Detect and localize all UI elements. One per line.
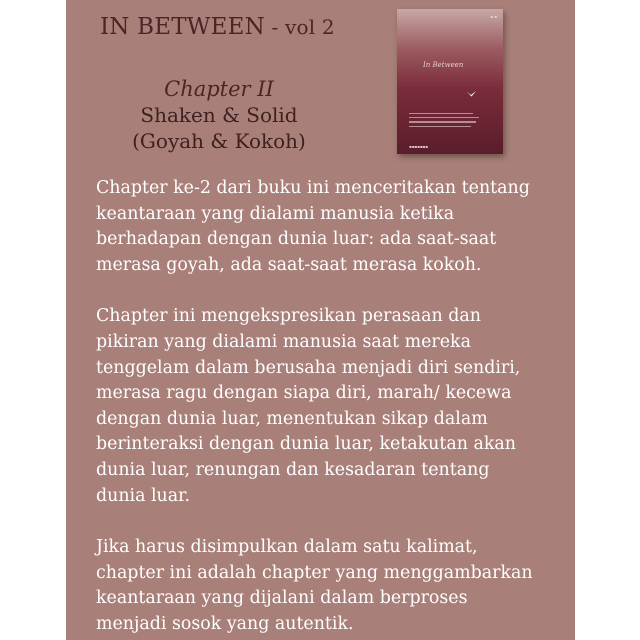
bird-icon — [467, 91, 476, 99]
body-line: tenggelam dalam berusaha menjadi diri sendiri, — [96, 357, 521, 378]
body-line: merasa goyah, ada saat-saat merasa kokoh. — [96, 254, 482, 275]
chapter-title-line-2: (Goyah & Kokoh) — [132, 129, 306, 153]
body-line: Jika harus disimpulkan dalam satu kalimat, — [96, 537, 478, 558]
book-cover-image — [397, 9, 503, 154]
content-panel — [66, 0, 575, 640]
chapter-heading — [94, 76, 344, 154]
book-cover-corner-mark: ▪ ▪ — [490, 14, 497, 19]
body-line: chapter ini adalah chapter yang menggambarkan — [96, 562, 533, 583]
body-line: keantaraan yang dialami manusia ketika — [96, 203, 455, 224]
body-line: menjadi sosok yang autentik. — [96, 613, 354, 634]
page-title — [100, 14, 335, 40]
book-cover-blurb — [409, 113, 479, 130]
body-text — [96, 176, 566, 640]
body-paragraph — [96, 535, 566, 637]
body-line: dunia luar, renungan dan kesadaran tentang — [96, 459, 490, 480]
body-line: berhadapan dengan dunia luar: ada saat-saat — [96, 229, 497, 250]
body-line: berinteraksi dengan dunia luar, ketakutan akan — [96, 434, 516, 455]
title-main: IN BETWEEN — [100, 14, 265, 40]
chapter-number: Chapter II — [164, 77, 274, 101]
body-paragraph — [96, 176, 566, 278]
chapter-title-line-1: Shaken & Solid — [140, 103, 298, 127]
body-line: merasa ragu dengan siapa diri, marah/ kecewa — [96, 383, 512, 404]
book-cover-title: In Between — [423, 61, 464, 69]
body-line: Chapter ini mengekspresikan perasaan dan — [96, 306, 481, 327]
body-paragraph — [96, 304, 566, 509]
book-cover-author-mark: ▪▪▪▪▪▪▪ — [409, 144, 428, 149]
body-line: dunia luar. — [96, 485, 191, 506]
body-line: keantaraan yang dijalani dalam berproses — [96, 588, 468, 609]
body-line: dengan dunia luar, menentukan sikap dalam — [96, 408, 488, 429]
title-volume: - vol 2 — [264, 15, 335, 39]
body-line: pikiran yang dialami manusia saat mereka — [96, 331, 471, 352]
body-line: Chapter ke-2 dari buku ini menceritakan tentang — [96, 178, 530, 198]
